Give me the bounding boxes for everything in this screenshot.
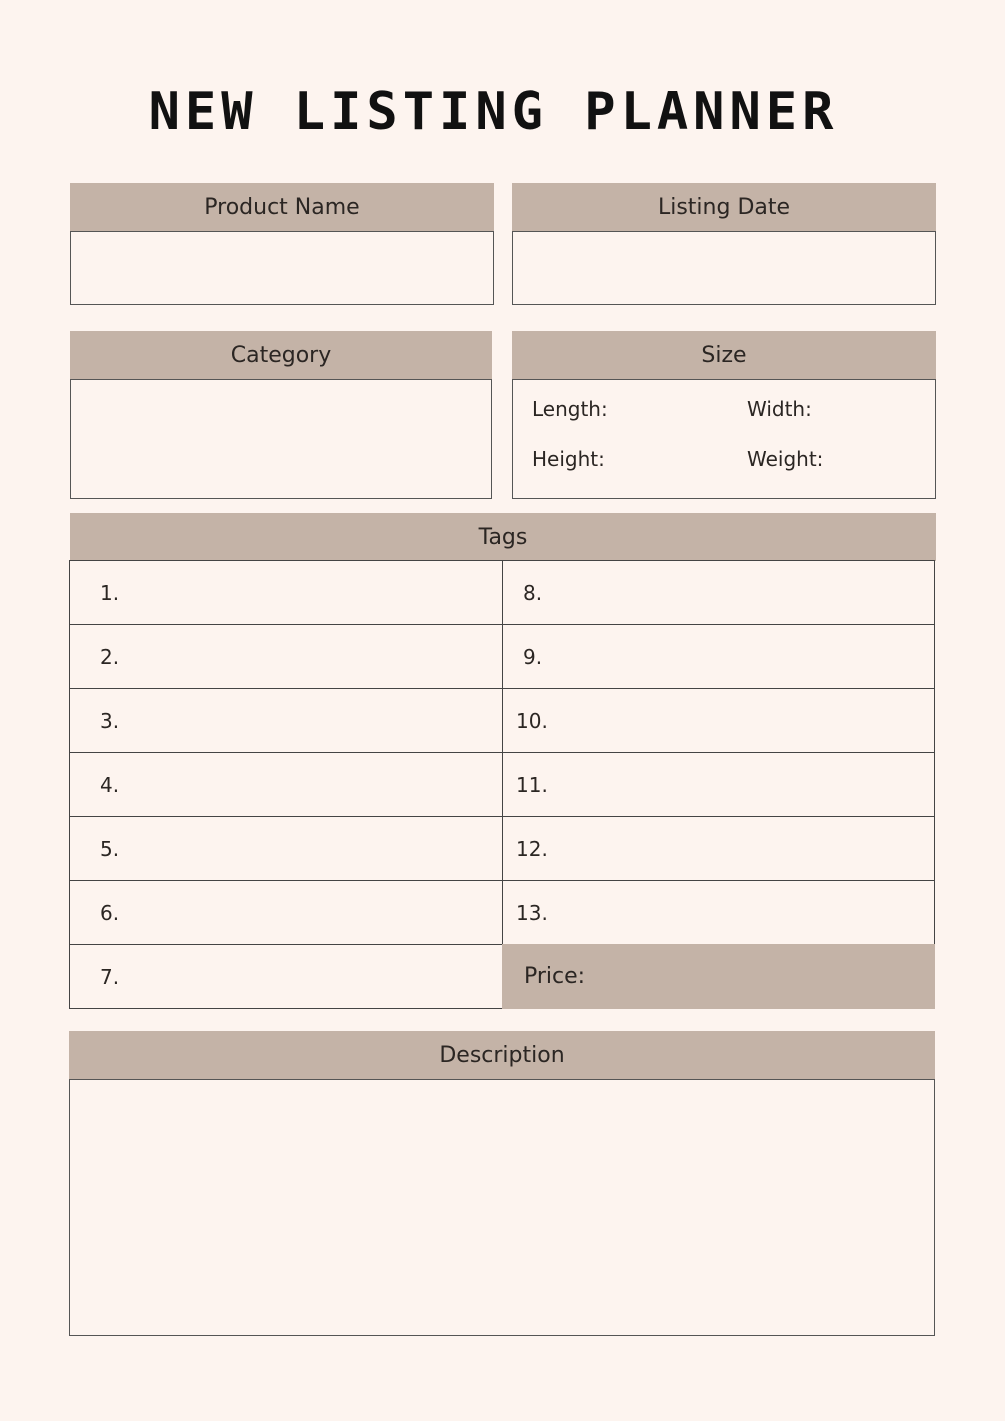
tags-grid	[70, 561, 935, 1009]
tag-row-11[interactable]: 11.	[502, 752, 935, 817]
tag-row-6[interactable]: 6.	[69, 880, 503, 945]
category-section	[70, 331, 492, 499]
product-name-field[interactable]	[70, 231, 494, 305]
product-name-section	[70, 183, 494, 305]
page-title: NEW LISTING PLANNER	[148, 82, 839, 142]
size-header: Size	[512, 331, 936, 379]
tags-header: Tags	[70, 513, 936, 561]
listing-date-header: Listing Date	[512, 183, 936, 231]
product-name-header: Product Name	[70, 183, 494, 231]
tag-row-3[interactable]: 3.	[69, 688, 503, 753]
tag-row-12[interactable]: 12.	[502, 816, 935, 881]
size-field[interactable]	[512, 379, 936, 499]
tag-row-9[interactable]: 9.	[502, 624, 935, 689]
category-field[interactable]	[70, 379, 492, 499]
tag-row-13[interactable]: 13.	[502, 880, 935, 945]
tag-row-4[interactable]: 4.	[69, 752, 503, 817]
tag-row-2[interactable]: 2.	[69, 624, 503, 689]
description-section	[69, 1031, 935, 1336]
category-header: Category	[70, 331, 492, 379]
price-field[interactable]: Price:	[502, 944, 935, 1009]
size-section	[512, 331, 936, 499]
tag-row-7[interactable]: 7.	[69, 944, 503, 1009]
tag-row-5[interactable]: 5.	[69, 816, 503, 881]
listing-date-field[interactable]	[512, 231, 936, 305]
listing-date-section	[512, 183, 936, 305]
description-field[interactable]	[69, 1079, 935, 1336]
length-label: Length:	[532, 397, 608, 421]
weight-label: Weight:	[747, 447, 824, 471]
tag-row-8[interactable]: 8.	[502, 560, 935, 625]
tag-row-10[interactable]: 10.	[502, 688, 935, 753]
description-header: Description	[69, 1031, 935, 1079]
height-label: Height:	[532, 447, 605, 471]
width-label: Width:	[747, 397, 812, 421]
tag-row-1[interactable]: 1.	[69, 560, 503, 625]
